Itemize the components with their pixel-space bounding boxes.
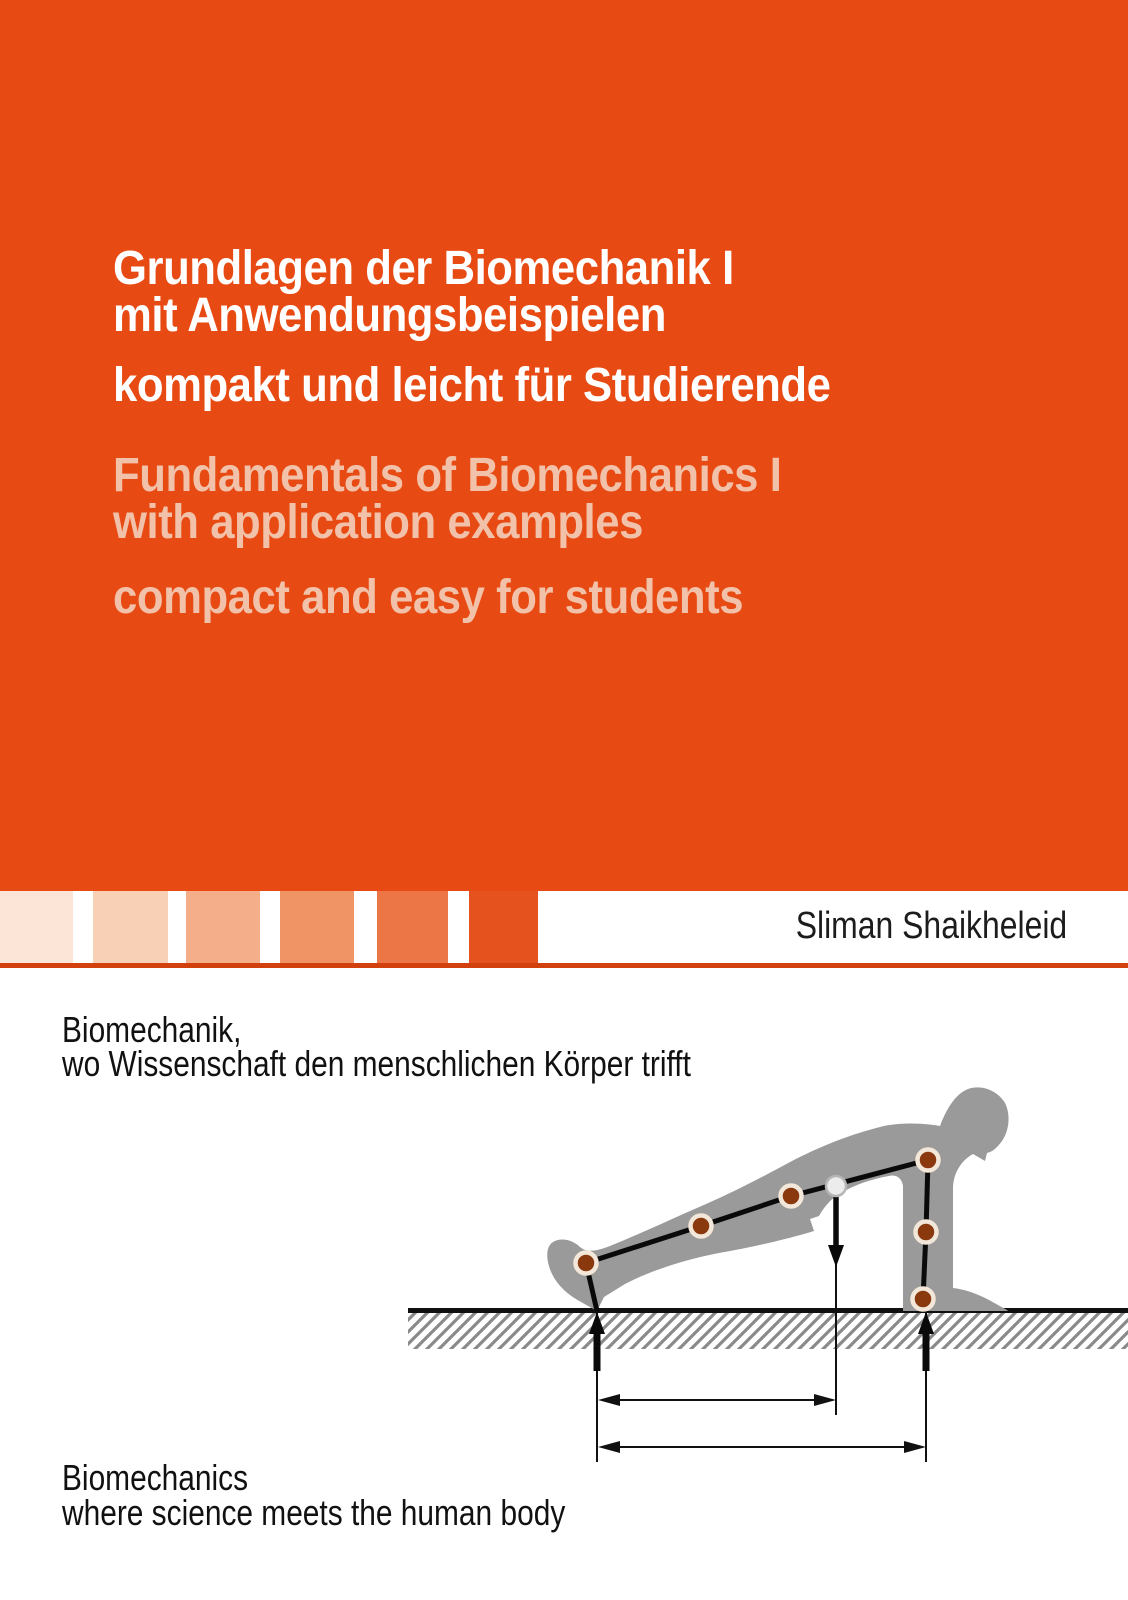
stripe-3 [186,891,260,963]
dim1-right-arrowhead [814,1394,836,1406]
tagline-de-line2: wo Wissenschaft den menschlichen Körper trifft [62,1043,691,1084]
dim2-left-arrowhead [598,1441,620,1453]
stripe-5 [377,891,448,963]
ground-hatch [408,1313,1128,1349]
title-en-line1: Fundamentals of Biomechanics I [113,449,782,502]
elbow-joint-marker [916,1222,937,1243]
toe-joint-marker [576,1253,597,1274]
hip-joint-marker [781,1186,802,1207]
stripe-4 [280,891,354,963]
stripe-1 [0,891,73,963]
tagline-en-line2: where science meets the human body [62,1492,566,1533]
subtitle-en: compact and easy for students [113,571,744,624]
knee-joint-marker [691,1216,712,1237]
tagline-de-line1: Biomechanik, [62,1009,242,1050]
tagline-en-line1: Biomechanics [62,1457,249,1498]
title-de-line1: Grundlagen der Biomechanik I [113,242,734,295]
stripe-2 [93,891,168,963]
subtitle-de: kompakt und leicht für Studierende [113,359,831,412]
dim1-left-arrowhead [598,1394,620,1406]
center-of-mass-marker [826,1176,846,1196]
shoulder-joint-marker [918,1150,939,1171]
pushup-diagram [0,1060,1128,1480]
weight-vector-arrowhead [828,1245,844,1267]
divider-line [0,963,1128,968]
title-en-line2: with application examples [113,496,643,549]
wrist-joint-marker [913,1289,934,1310]
stripe-6 [469,891,538,963]
dim2-right-arrowhead [904,1441,926,1453]
author-name: Sliman Shaikheleid [795,905,1067,947]
title-de-line2: mit Anwendungsbeispielen [113,289,666,342]
